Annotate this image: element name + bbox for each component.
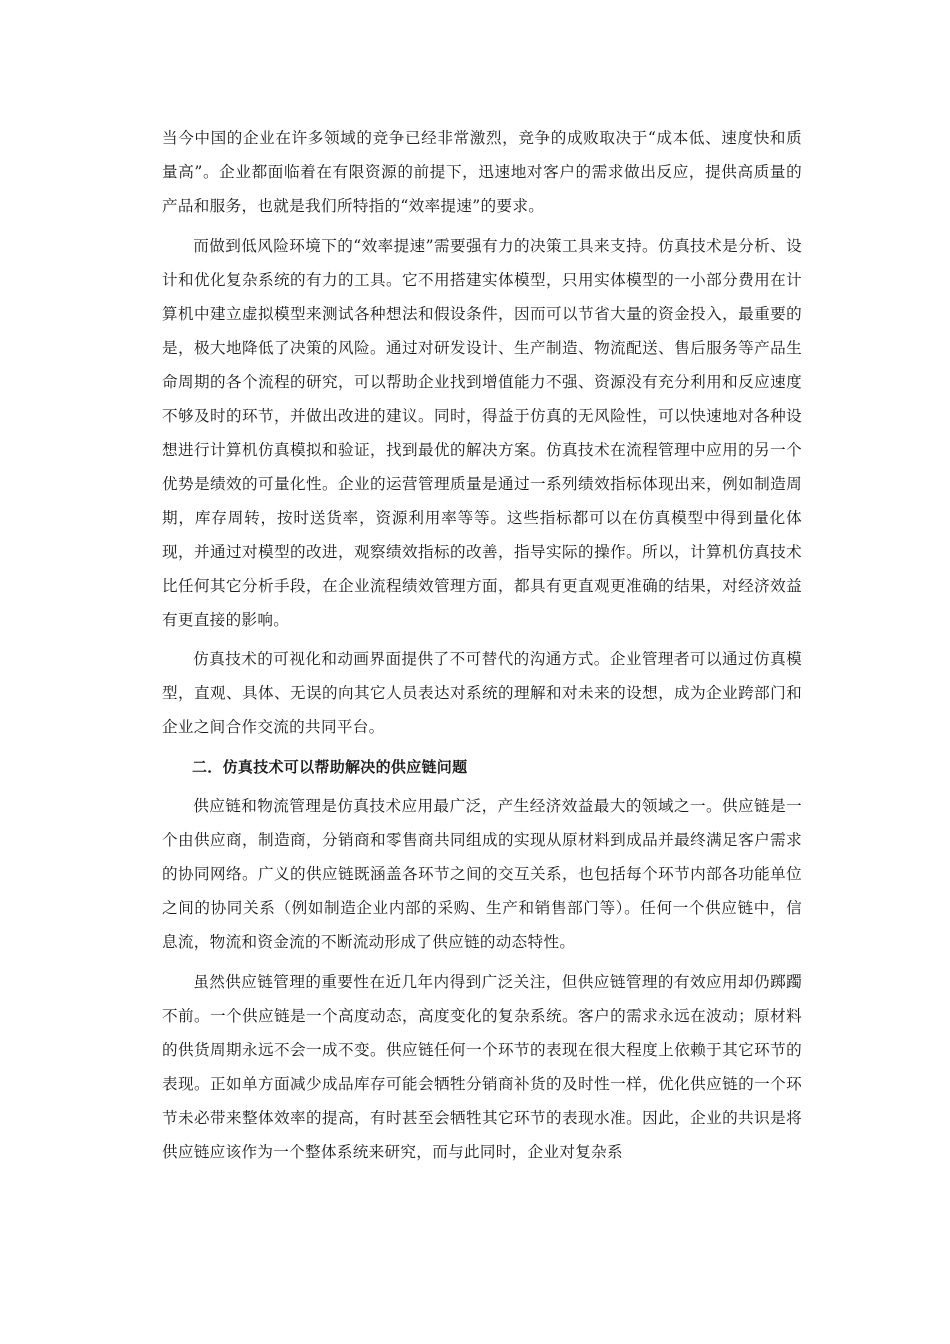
- document-body: [162, 121, 802, 1174]
- paragraph-supply-chain: 供应链和物流管理是仿真技术应用最广泛，产生经济效益最大的领域之一。供应链是一个由供应商，制造商，分销商和零售商共同组成的实现从原材料到成品并最终满足客户需求的协同网络。广义的供应链既涵盖各环节之间的交互关系，也包括每个环节内部各功能单位之间的协同关系（例如制造企业内部的采购、生产和销售部门等）。任何一个供应链中，信息流，物流和资金流的不断流动形成了供应链的动态特性。: [162, 797, 802, 951]
- section-heading: 二．仿真技术可以帮助解决的供应链问题: [192, 757, 468, 776]
- paragraph-simulation-tool: 而做到低风险环境下的“效率提速”需要强有力的决策工具来支持。仿真技术是分析、设计和优化复杂系统的有力的工具。它不用搭建实体模型，只用实体模型的一小部分费用在计算机中建立虚拟模型来测试各种想法和假设条件，因而可以节省大量的资金投入，最重要的是，极大地降低了决策的风险。通过对研发设计、生产制造、物流配送、售后服务等产品生命周期的各个流程的研究，可以帮助企业找到增值能力不强、资源没有充分利用和反应速度不够及时的环节，并做出改进的建议。同时，得益于仿真的无风险性，可以快速地对各种设想进行计算机仿真模拟和验证，找到最优的解决方案。仿真技术在流程管理中应用的另一个优势是绩效的可量化性。企业的运营管理质量是通过一系列绩效指标体现出来，例如制造周期，库存周转，按时送货率，资源利用率等等。这些指标都可以在仿真模型中得到量化体现，并通过对模型的改进，观察绩效指标的改善，指导实际的操作。所以，计算机仿真技术比任何其它分析手段，在企业流程绩效管理方面，都具有更直观更准确的结果，对经济效益有更直接的影响。: [162, 236, 802, 629]
- paragraph-supply-chain-management: 虽然供应链管理的重要性在近几年内得到广泛关注，但供应链管理的有效应用却仍踯躅不前。一个供应链是一个高度动态，高度变化的复杂系统。客户的需求永远在波动；原材料的供货周期永远不会一成不变。供应链任何一个环节的表现在很大程度上依赖于其它环节的表现。正如单方面减少成品库存可能会牺牲分销商补货的及时性一样，优化供应链的一个环节未必带来整体效率的提高，有时甚至会牺牲其它环节的表现水准。因此，企业的共识是将供应链应该作为一个整体系统来研究，而与此同时，企业对复杂系: [162, 972, 802, 1161]
- paragraph-visualization: 仿真技术的可视化和动画界面提供了不可替代的沟通方式。企业管理者可以通过仿真模型，直观、具体、无误的向其它人员表达对系统的理解和对未来的设想，成为企业跨部门和企业之间合作交流的共同平台。: [162, 650, 802, 736]
- paragraph-competition: 当今中国的企业在许多领域的竞争已经非常激烈，竞争的成败取决于“成本低、速度快和质量高”。企业都面临着在有限资源的前提下，迅速地对客户的需求做出反应，提供高质量的产品和服务，也就是我们所特指的“效率提速”的要求。: [162, 129, 802, 215]
